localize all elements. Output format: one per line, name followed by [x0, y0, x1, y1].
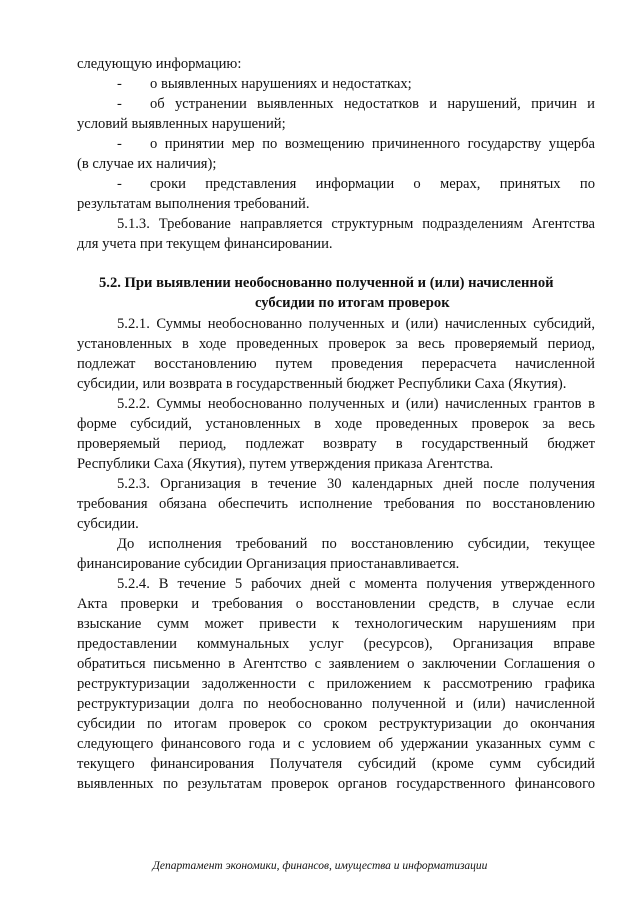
text-line: выявленных по результатам проверок органов государственного финансового	[77, 776, 595, 792]
paragraph-first-line: 5.2.4. В течение 5 рабочих дней с момента получения утвержденного	[117, 576, 595, 592]
text-line: (в случае их наличия);	[77, 156, 217, 172]
text-line: обратиться письменно в Агентство с заявлением о заключении Соглашения о	[77, 656, 595, 672]
text-line: предоставлении коммунальных услуг (ресурсов), Организация вправе	[77, 636, 595, 652]
text-line: текущего финансирования Получателя субсидий (кроме сумм субсидий	[77, 756, 595, 772]
text-line: форме субсидий, установленных в ходе проведенных проверок за весь	[77, 416, 595, 432]
bullet-item: о выявленных нарушениях и недостатках;	[150, 76, 412, 92]
bullet-dash: -	[117, 96, 122, 112]
text-line: субсидии.	[77, 516, 139, 532]
text-line: финансирование субсидии Организация приостанавливается.	[77, 556, 460, 572]
text-line: субсидии по итогам проверок со сроком реструктуризации до окончания	[77, 716, 595, 732]
text-line: установленных в ходе проведенных проверок за весь проверяемый период,	[77, 336, 595, 352]
bullet-item: сроки представления информации о мерах, принятых по	[150, 176, 595, 192]
bullet-dash: -	[117, 176, 122, 192]
paragraph-first-line: 5.2.3. Организация в течение 30 календарных дней после получения	[117, 476, 595, 492]
paragraph-first-line: 5.1.3. Требование направляется структурным подразделениям Агентства	[117, 216, 595, 232]
text-line: взыскание сумм может привести к технологическим нарушениям при	[77, 616, 595, 632]
paragraph-first-line: 5.2.2. Суммы необоснованно полученных и (или) начисленных грантов в	[117, 396, 595, 412]
paragraph-first-line: 5.2.1. Суммы необоснованно полученных и (или) начисленных субсидий,	[117, 316, 595, 332]
text-line: для учета при текущем финансировании.	[77, 236, 333, 252]
text-line: результатам выполнения требований.	[77, 196, 310, 212]
text-line: условий выявленных нарушений;	[77, 116, 286, 132]
text-line: проверяемый период, подлежат возврату в государственный бюджет	[77, 436, 595, 452]
paragraph-first-line: До исполнения требований по восстановлению субсидии, текущее	[117, 536, 595, 552]
text-line: следующую информацию:	[77, 56, 242, 72]
text-line: следующего финансового года и с условием об удержании указанных сумм с	[77, 736, 595, 752]
bullet-item: об устранении выявленных недостатков и нарушений, причин и	[150, 96, 595, 112]
text-line: субсидии, или возврата в государственный бюджет Республики Саха (Якутия).	[77, 376, 567, 392]
text-line: реструктуризации долга по необоснованно полученной и (или) начисленной	[77, 696, 595, 712]
page-footer: Департамент экономики, финансов, имущества и информатизации	[152, 860, 488, 872]
text-line: Акта проверки и требования о восстановлении средств, в случае если	[77, 596, 595, 612]
text-line: Республики Саха (Якутия), путем утверждения приказа Агентства.	[77, 456, 494, 472]
text-line: требования обязана обеспечить исполнение требования по восстановлению	[77, 496, 595, 512]
text-line: подлежат восстановлению путем проведения перерасчета начисленной	[77, 356, 595, 372]
text-line: реструктуризации задолженности с приложением к рассмотрению графика	[77, 676, 595, 692]
bullet-dash: -	[117, 76, 122, 92]
bullet-dash: -	[117, 136, 122, 152]
section-heading: субсидии по итогам проверок	[255, 295, 450, 311]
bullet-item: о принятии мер по возмещению причиненного государству ущерба	[150, 136, 595, 152]
section-heading: 5.2. При выявлении необоснованно полученной и (или) начисленной	[99, 275, 554, 291]
